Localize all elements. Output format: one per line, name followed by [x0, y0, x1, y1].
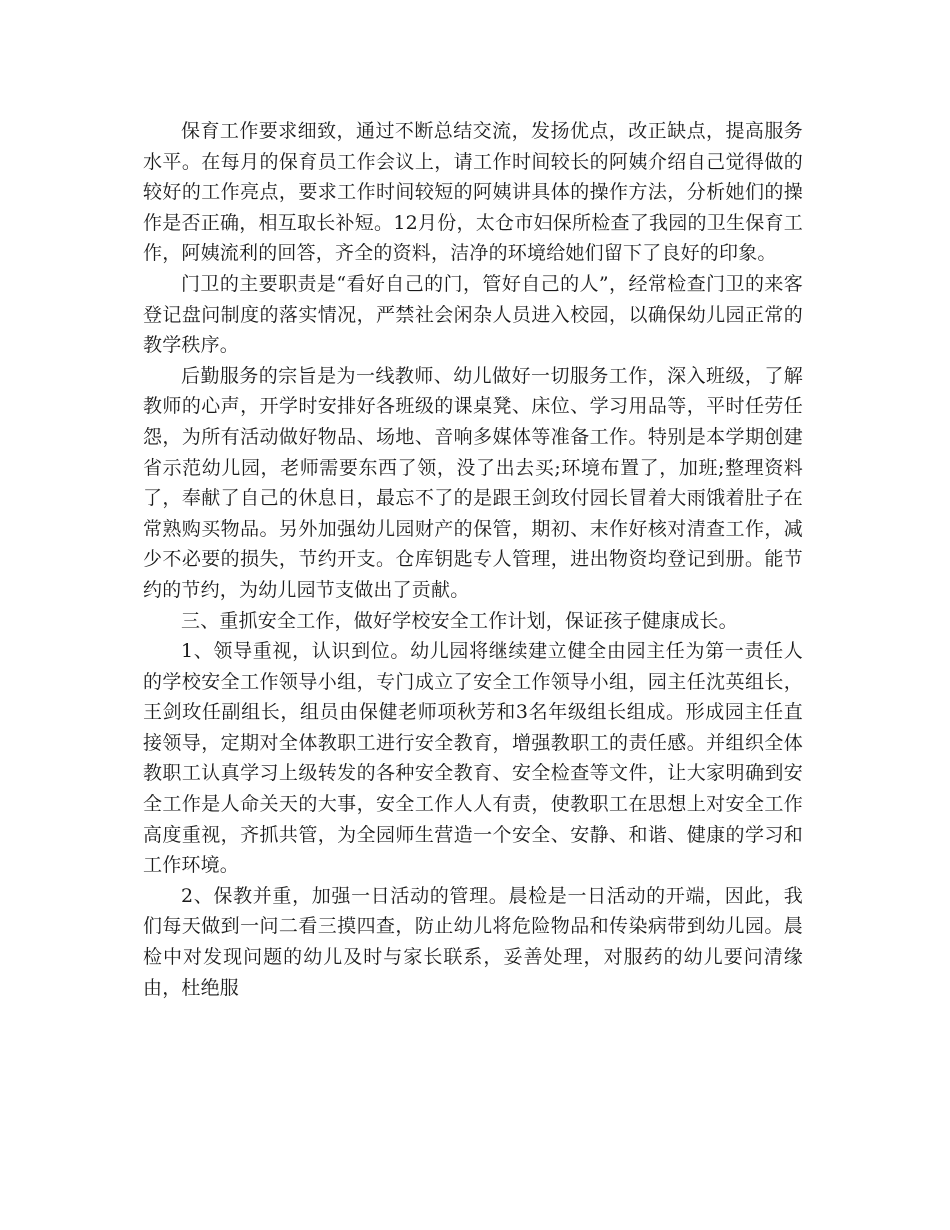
section-heading-safety: 三、重抓安全工作，做好学校安全工作计划，保证孩子健康成长。 — [181, 609, 738, 632]
paragraph-gatekeeper: 门卫的主要职责是“看好自己的门，管好自己的人”，经常检查门卫的来客登记盘问制度的落实情况，严禁社会闲杂人员进入校园，以确保幼儿园正常的教学秩序。 — [143, 272, 803, 357]
document-page — [143, 116, 803, 1003]
paragraph-leadership: 1、领导重视，认识到位。幼儿园将继续建立健全由园主任为第一责任人的学校安全工作领导小组，专门成立了安全工作领导小组，园主任沈英组长，王剑玫任副组长，组员由保健老师项秋芳和3名年级组长组成。形成园主任直接领导，定期对全体教职工进行安全教育，增强教职工的责任感。并组织全体教职工认真学习上级转发的各种安全教育、安全检查等文件，让大家明确到安全工作是人命关天的大事，安全工作人人有责，使教职工在思想上对安全工作高度重视，齐抓共管，为全园师生营造一个安全、安静、和谐、健康的学习和工作环境。 — [143, 640, 803, 877]
paragraph-daily-activity: 2、保教并重，加强一日活动的管理。晨检是一日活动的开端，因此，我们每天做到一问二看三摸四查，防止幼儿将危险物品和传染病带到幼儿园。晨检中对发现问题的幼儿及时与家长联系，妥善处理，对服药的幼儿要问清缘由，杜绝服 — [143, 884, 803, 999]
paragraph-logistics: 后勤服务的宗旨是为一线教师、幼儿做好一切服务工作，深入班级，了解教师的心声，开学时安排好各班级的课桌凳、床位、学习用品等，平时任劳任怨，为所有活动做好物品、场地、音响多媒体等准备工作。特别是本学期创建省示范幼儿园，老师需要东西了领，没了出去买;环境布置了，加班;整理资料了，奉献了自己的休息日，最忘不了的是跟王剑玫付园长冒着大雨饿着肚子在常熟购买物品。另外加强幼儿园财产的保管，期初、末作好核对清查工作，减少不必要的损失，节约开支。仓库钥匙专人管理，进出物资均登记到册。能节约的节约，为幼儿园节支做出了贡献。 — [143, 364, 803, 601]
paragraph-childcare: 保育工作要求细致，通过不断总结交流，发扬优点，改正缺点，提高服务水平。在每月的保育员工作会议上，请工作时间较长的阿姨介绍自己觉得做的较好的工作亮点，要求工作时间较短的阿姨讲具体的操作方法，分析她们的操作是否正确，相互取长补短。12月份，太仓市妇保所检查了我园的卫生保育工作，阿姨流利的回答，齐全的资料，洁净的环境给她们留下了良好的印象。 — [143, 120, 803, 265]
